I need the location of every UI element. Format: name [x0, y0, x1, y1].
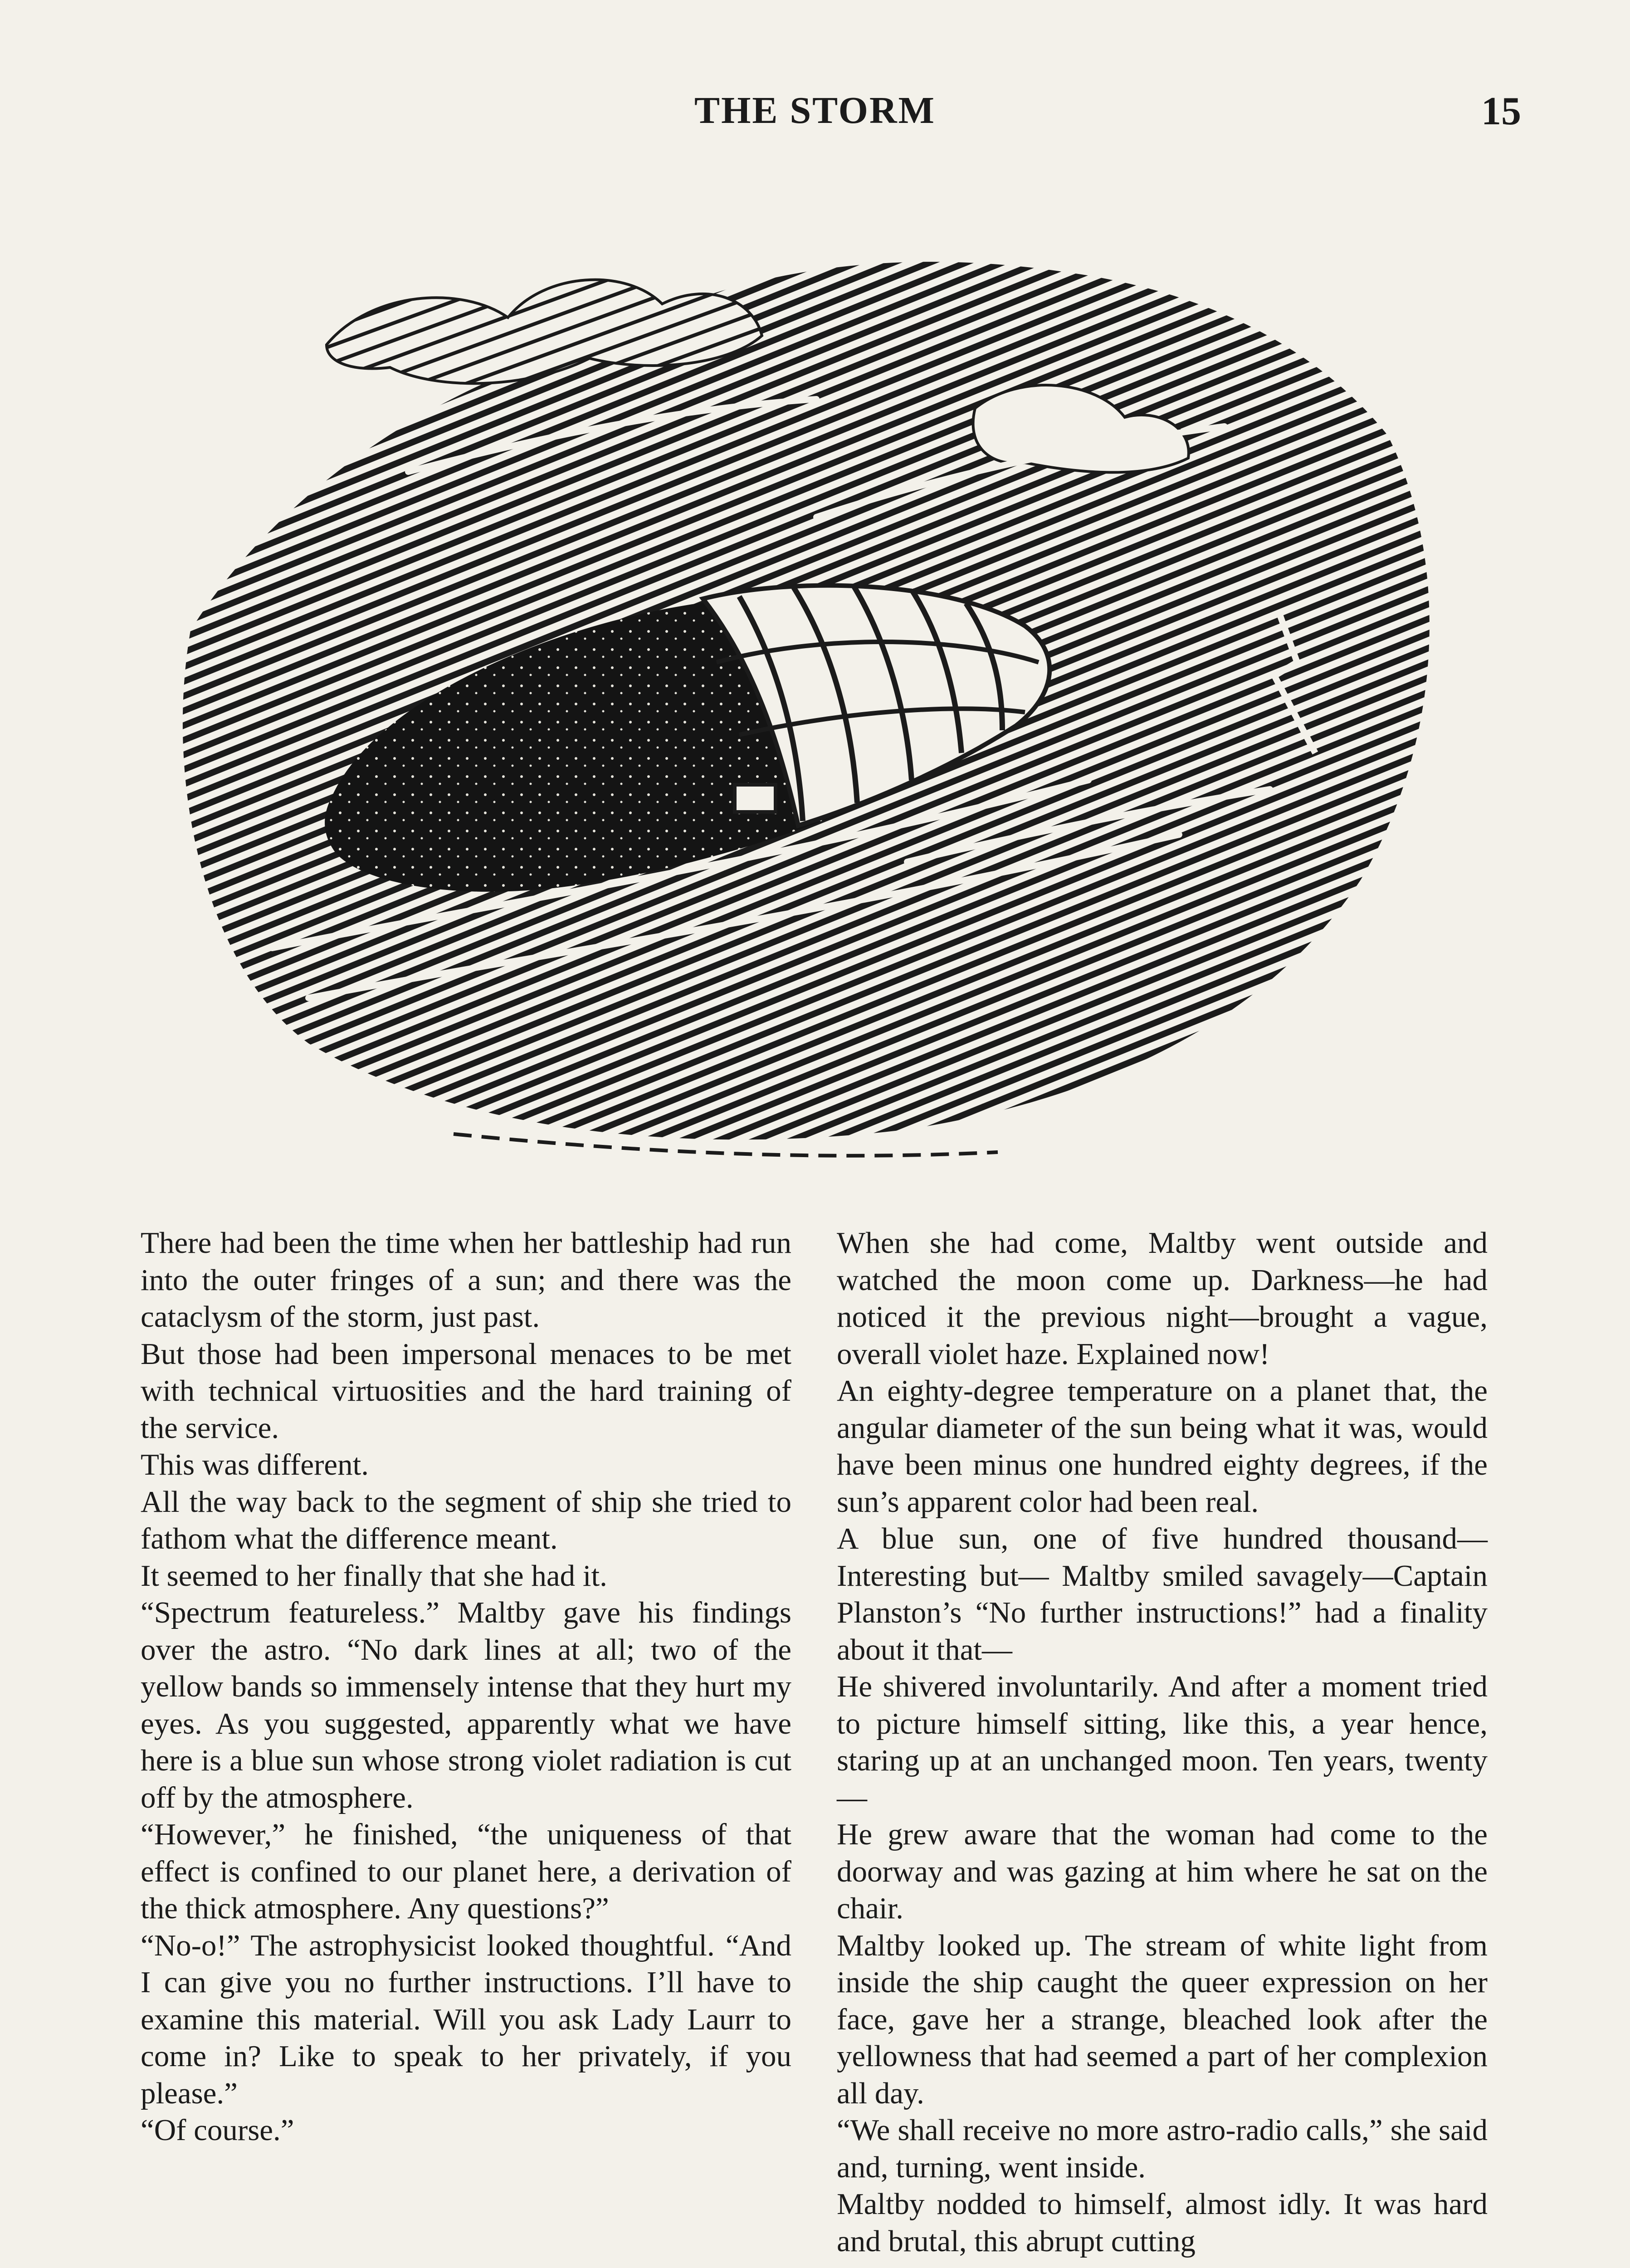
paragraph: It seemed to her finally that she had it. [141, 1559, 607, 1593]
right-text-column [837, 1225, 1488, 2260]
paragraph: But those had been impersonal menaces to be met with technical virtuosities and the hard training of the service. [141, 1337, 791, 1445]
paragraph: He shivered involuntarily. And after a moment tried to picture himself sitting, like this, a year hence, staring up at an unchanged moon. Ten years, twenty— [837, 1670, 1488, 1814]
paragraph: When she had come, Maltby went outside and watched the moon come up. Darkness—he had noticed it the previous night—brought a vague, overall violet haze. Explained now! [837, 1226, 1488, 1371]
paragraph: There had been the time when her battleship had run into the outer fringes of a sun; and there was the cataclysm of the storm, just past. [141, 1226, 791, 1334]
running-title: THE STORM [694, 89, 936, 132]
paragraph: “We shall receive no more astro-radio calls,” she said and, turning, went inside. [837, 2113, 1488, 2184]
paragraph: He grew aware that the woman had come to the doorway and was gazing at him where he sat on the chair. [837, 1818, 1488, 1925]
airship-storm-illustration [136, 154, 1479, 1184]
paragraph: “Of course.” [141, 2113, 294, 2147]
paragraph: Maltby looked up. The stream of white light from inside the ship caught the queer expression on her face, gave her a strange, bleached look after the yellowness that had seemed a part of her complexion all day. [837, 1928, 1488, 2110]
paragraph: “No-o!” The astrophysicist looked thoughtful. “And I can give you no further instructions. I’ll have to examine this material. Will you ask Lady Laurr to come in? Like to speak to her privately, if you please.” [141, 1928, 791, 2110]
paragraph: An eighty-degree temperature on a planet that, the angular diameter of the sun being what it was, would have been minus one hundred eighty degrees, if the sun’s apparent color had been real. [837, 1374, 1488, 1519]
paragraph: “Spectrum featureless.” Maltby gave his findings over the astro. “No dark lines at all; two of the yellow bands so immensely intense that they hurt my eyes. As you suggested, apparently what we have here is a blue sun whose strong violet radiation is cut off by the atmosphere. [141, 1596, 791, 1814]
left-text-column [141, 1225, 791, 2149]
paragraph: All the way back to the segment of ship she tried to fathom what the difference meant. [141, 1485, 791, 1555]
paragraph: This was different. [141, 1448, 369, 1481]
paragraph: Maltby nodded to himself, almost idly. It was hard and brutal, this abrupt cutting [837, 2187, 1488, 2258]
page-header [0, 88, 1630, 143]
page-number: 15 [1481, 89, 1521, 133]
paragraph: “However,” he finished, “the uniqueness of that effect is confined to our planet here, a derivation of the thick atmosphere. Any questions?” [141, 1818, 791, 1925]
paragraph: A blue sun, one of five hundred thousand— Interesting but— Maltby smiled savagely—Captain Planston’s “No further instructions!” had a finality about it that— [837, 1522, 1488, 1667]
